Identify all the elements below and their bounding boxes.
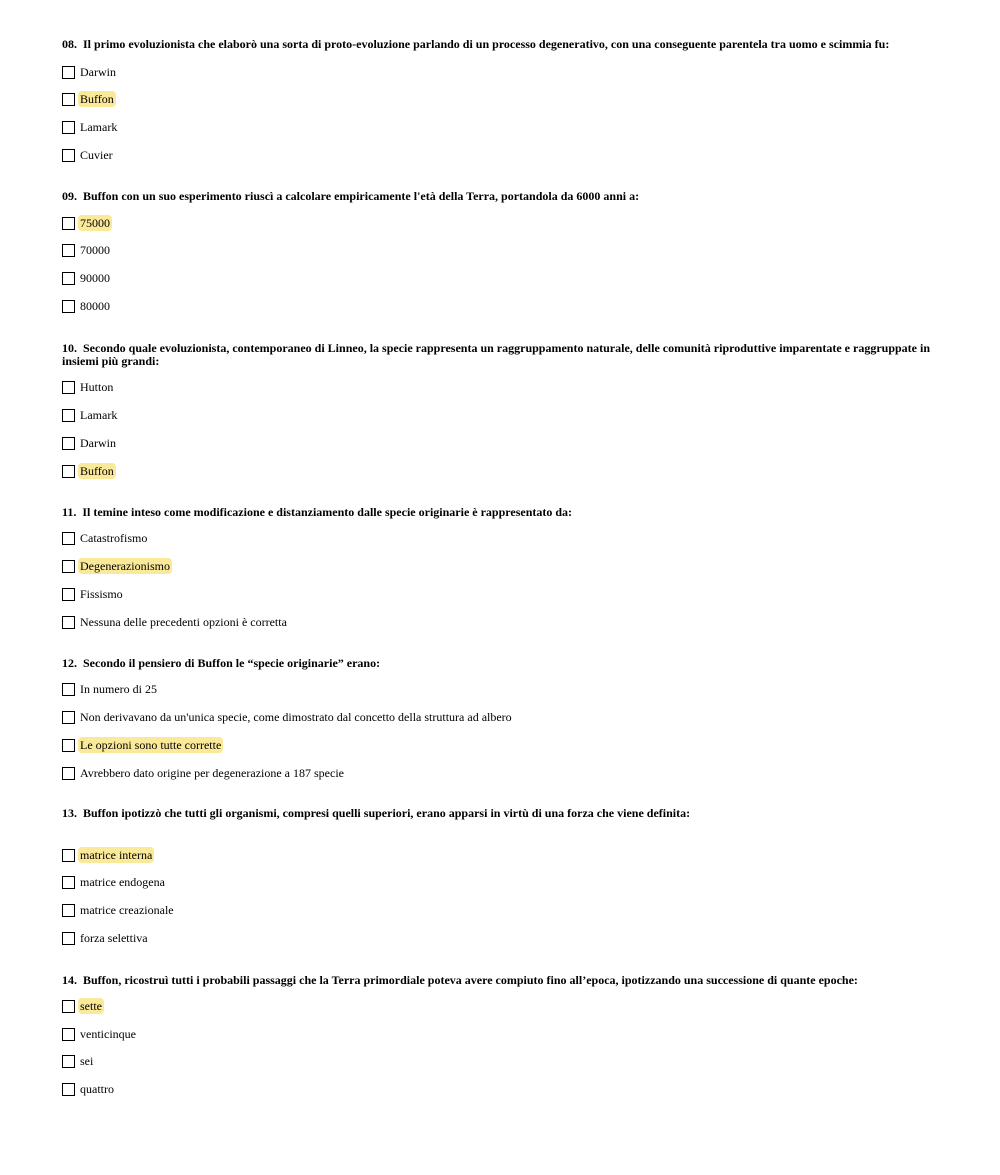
checkbox[interactable] — [62, 300, 75, 313]
option-forza-selettiva[interactable] — [62, 929, 150, 947]
question-number: 12. — [62, 656, 77, 670]
option-label: matrice creazionale — [80, 903, 174, 917]
checkbox[interactable] — [62, 217, 75, 230]
option-label: Lamark — [80, 120, 118, 134]
checkbox[interactable] — [62, 93, 75, 106]
question-number: 11. — [62, 505, 77, 519]
question-text: Buffon, ricostruì tutti i probabili passaggi che la Terra primordiale poteva avere compiuto fino all’epoca, ipotizzando una successione di quante epoche: — [83, 973, 858, 987]
option-label: Buffon — [80, 464, 114, 478]
checkbox[interactable] — [62, 121, 75, 134]
option-label: Fissismo — [80, 587, 123, 601]
option-label: 70000 — [80, 243, 110, 257]
option-75000[interactable] — [62, 214, 112, 232]
option-label: sei — [80, 1054, 94, 1068]
question-title — [62, 342, 942, 368]
question-08 — [62, 37, 942, 162]
option-label: Le opzioni sono tutte corrette — [80, 738, 222, 752]
checkbox[interactable] — [62, 932, 75, 945]
question-title — [62, 38, 942, 51]
checkbox[interactable] — [62, 588, 75, 601]
option-label: Darwin — [80, 65, 116, 79]
question-number: 13. — [62, 806, 77, 820]
question-10 — [62, 341, 942, 478]
option-label: Non derivavano da un'unica specie, come dimostrato dal concetto della struttura ad albero — [80, 710, 512, 724]
checkbox[interactable] — [62, 1055, 75, 1068]
question-13 — [62, 806, 942, 945]
option-fissismo[interactable] — [62, 585, 125, 603]
option-label: quattro — [80, 1082, 114, 1096]
option-label: 80000 — [80, 299, 110, 313]
option-label: In numero di 25 — [80, 682, 157, 696]
option-label: matrice endogena — [80, 875, 165, 889]
option-lamark[interactable] — [62, 406, 119, 424]
checkbox[interactable] — [62, 560, 75, 573]
checkbox[interactable] — [62, 66, 75, 79]
option-matrice-creazionale[interactable] — [62, 901, 176, 919]
option-degenerazionismo[interactable] — [62, 557, 172, 575]
option-label: Nessuna delle precedenti opzioni è corretta — [80, 615, 287, 629]
question-11 — [62, 505, 942, 629]
checkbox[interactable] — [62, 711, 75, 724]
question-text: Buffon ipotizzò che tutti gli organismi, compresi quelli superiori, erano apparsi in virtù di una forza che viene definita: — [83, 806, 691, 820]
option-label: sette — [80, 999, 102, 1013]
option-90000[interactable] — [62, 269, 112, 287]
option-label: Avrebbero dato origine per degenerazione a 187 specie — [80, 766, 344, 780]
checkbox[interactable] — [62, 1028, 75, 1041]
option-lamark[interactable] — [62, 118, 119, 136]
question-14 — [62, 973, 942, 1096]
checkbox[interactable] — [62, 683, 75, 696]
option-quattro[interactable] — [62, 1080, 116, 1098]
question-12 — [62, 656, 942, 780]
option-venticinque[interactable] — [62, 1025, 138, 1043]
option-187-specie[interactable] — [62, 764, 346, 782]
option-numero-25[interactable] — [62, 680, 159, 698]
option-70000[interactable] — [62, 241, 112, 259]
checkbox[interactable] — [62, 1083, 75, 1096]
option-label: forza selettiva — [80, 931, 148, 945]
checkbox[interactable] — [62, 149, 75, 162]
question-number: 10. — [62, 341, 77, 355]
option-sei[interactable] — [62, 1052, 95, 1070]
checkbox[interactable] — [62, 616, 75, 629]
option-non-derivavano[interactable] — [62, 708, 514, 726]
checkbox[interactable] — [62, 244, 75, 257]
option-label: Hutton — [80, 380, 114, 394]
question-title — [62, 506, 942, 519]
question-number: 14. — [62, 973, 77, 987]
question-text: Il primo evoluzionista che elaborò una sorta di proto-evoluzione parlando di un processo degenerativo, con una conseguente parentela tra uomo e scimmia fu: — [83, 37, 890, 51]
option-cuvier[interactable] — [62, 146, 115, 164]
question-text: Secondo quale evoluzionista, contemporaneo di Linneo, la specie rappresenta un raggruppamento naturale, delle comunità riproduttive imparentate e raggruppate in insiemi più grandi: — [62, 341, 930, 368]
option-darwin[interactable] — [62, 434, 118, 452]
question-number: 09. — [62, 189, 77, 203]
checkbox[interactable] — [62, 904, 75, 917]
option-buffon[interactable] — [62, 90, 116, 108]
checkbox[interactable] — [62, 532, 75, 545]
question-text: Secondo il pensiero di Buffon le “specie originarie” erano: — [83, 656, 381, 670]
checkbox[interactable] — [62, 739, 75, 752]
option-label: 75000 — [80, 216, 110, 230]
option-matrice-interna[interactable] — [62, 846, 154, 864]
option-sette[interactable] — [62, 997, 104, 1015]
checkbox[interactable] — [62, 849, 75, 862]
checkbox[interactable] — [62, 465, 75, 478]
checkbox[interactable] — [62, 409, 75, 422]
option-label: 90000 — [80, 271, 110, 285]
option-80000[interactable] — [62, 297, 112, 315]
option-label: Cuvier — [80, 148, 113, 162]
checkbox[interactable] — [62, 437, 75, 450]
option-buffon[interactable] — [62, 462, 116, 480]
option-label: venticinque — [80, 1027, 136, 1041]
option-label: Darwin — [80, 436, 116, 450]
option-tutte-corrette[interactable] — [62, 736, 223, 754]
option-label: Buffon — [80, 92, 114, 106]
question-title — [62, 974, 942, 987]
question-text: Buffon con un suo esperimento riuscì a calcolare empiricamente l'età della Terra, portandola da 6000 anni a: — [83, 189, 640, 203]
checkbox[interactable] — [62, 767, 75, 780]
checkbox[interactable] — [62, 876, 75, 889]
checkbox[interactable] — [62, 1000, 75, 1013]
question-title — [62, 657, 942, 670]
option-catastrofismo[interactable] — [62, 529, 149, 547]
question-number: 08. — [62, 37, 77, 51]
option-matrice-endogena[interactable] — [62, 873, 167, 891]
option-label: Lamark — [80, 408, 118, 422]
option-nessuna[interactable] — [62, 613, 289, 631]
option-hutton[interactable] — [62, 378, 115, 396]
checkbox[interactable] — [62, 272, 75, 285]
checkbox[interactable] — [62, 381, 75, 394]
question-title — [62, 807, 942, 820]
option-label: Degenerazionismo — [80, 559, 170, 573]
question-text: Il temine inteso come modificazione e distanziamento dalle specie originarie è rappresentato da: — [82, 505, 573, 519]
question-title — [62, 190, 942, 203]
option-darwin[interactable] — [62, 63, 118, 81]
option-label: Catastrofismo — [80, 531, 148, 545]
question-09 — [62, 189, 942, 313]
option-label: matrice interna — [80, 848, 153, 862]
